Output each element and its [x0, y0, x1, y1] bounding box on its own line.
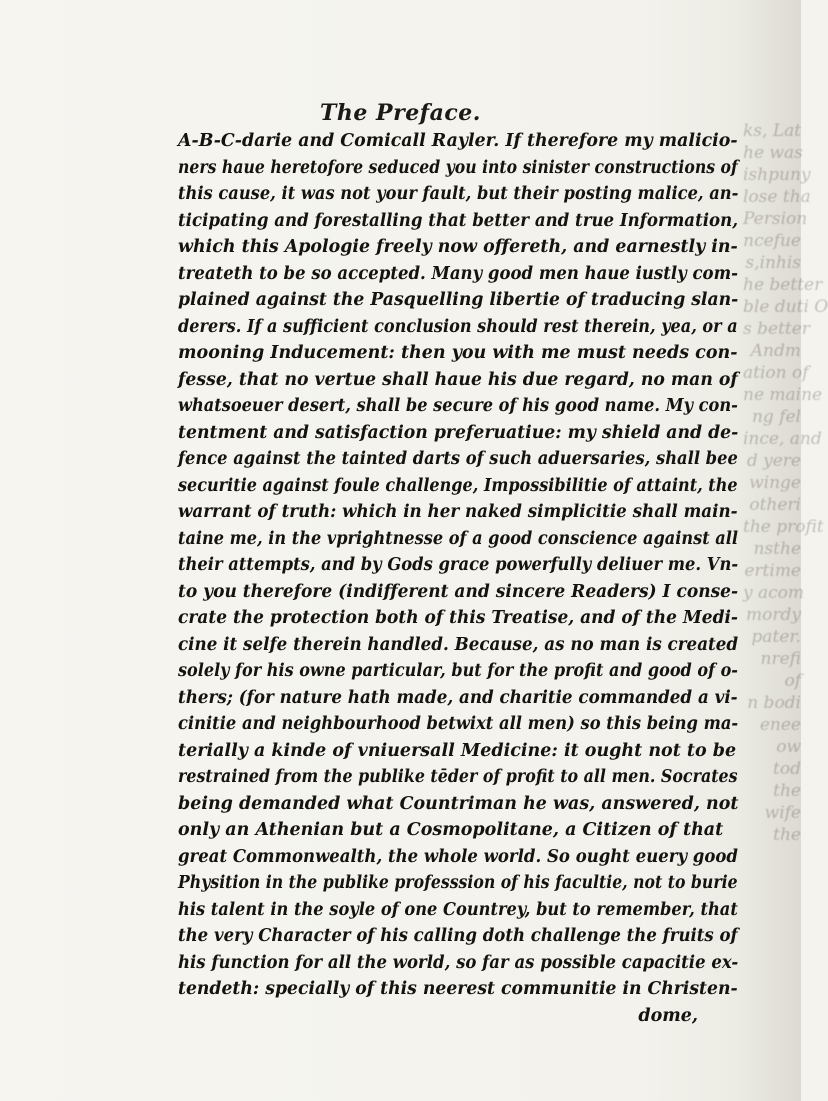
bleed-line: the profit	[743, 517, 824, 537]
bleed-line: he was	[743, 143, 803, 163]
text-line: restrained from the publike tēder of profit to all men. Socrates	[178, 767, 738, 787]
text-line: cinitie and neighbourhood betwixt all men) so this being ma-	[178, 714, 739, 734]
bleed-line: mordy	[746, 605, 801, 625]
text-line: securitie against foule challenge, Impossibilitie of attaint, the	[178, 475, 738, 496]
bleed-line: d yere	[746, 451, 801, 471]
text-line: terially a kinde of vniuersall Medicine: it ought not to be	[178, 740, 737, 761]
text-line: great Commonwealth, the whole world. So ought euery good	[178, 846, 738, 867]
text-line: treateth to be so accepted. Many good men haue iustly com-	[178, 263, 738, 284]
bleed-line: enee	[759, 715, 801, 735]
bleed-line: the	[773, 825, 801, 845]
bleed-line: s,inhis	[745, 253, 801, 273]
bleed-line: wife	[764, 803, 801, 823]
bleed-line: nsthe	[753, 539, 801, 559]
text-line: ners haue heretofore seduced you into sinister constructions of	[178, 157, 738, 178]
bleed-line: ne maine	[743, 385, 823, 405]
text-line: fesse, that no vertue shall haue his due regard, no man of	[178, 369, 738, 390]
bleed-line: Andm	[750, 341, 801, 361]
bleed-line: tod	[773, 759, 801, 779]
text-line: their attempts, and by Gods grace powerfully deliuer me. Vn-	[178, 555, 739, 575]
text-line: whatsoeuer desert, shall be secure of his good name. My con-	[178, 396, 738, 416]
text-line: tendeth: specially of this neerest communitie in Christen-	[178, 979, 738, 999]
text-line: crate the protection both of this Treatise, and of the Medi-	[178, 608, 738, 628]
text-line: tentment and satisfaction preferuatiue: my shield and de-	[178, 422, 739, 443]
bleed-line: ble duti O	[743, 297, 828, 317]
text-line: derers. If a sufficient conclusion should rest therein, yea, or a	[178, 316, 738, 337]
bleed-line: ks, Lat	[743, 121, 802, 141]
text-line: plained against the Pasquelling libertie of traducing slan-	[178, 290, 739, 310]
bleed-line: ncefue	[743, 231, 801, 251]
bleed-line: s better	[743, 319, 810, 339]
text-line: mooning Inducement: then you with me must needs con-	[178, 343, 738, 363]
bleed-line: he better	[743, 275, 823, 295]
bleed-line: of	[784, 671, 801, 691]
text-line: only an Athenian but a Cosmopolitane, a Citizen of that	[178, 820, 724, 840]
bleed-line: lose tha	[743, 187, 811, 207]
bleed-through-text	[743, 120, 828, 880]
bleed-line: Persion	[743, 209, 808, 229]
text-line: thers; (for nature hath made, and charitie commanded a vi-	[178, 687, 738, 708]
text-line: taine me, in the vprightnesse of a good conscience against all	[178, 528, 739, 549]
bleed-line: otheri	[749, 495, 801, 515]
bleed-line: y acom	[743, 583, 805, 603]
text-line: this cause, it was not your fault, but their posting malice, an-	[178, 184, 739, 204]
bleed-line: ng fel	[751, 407, 801, 427]
bleed-line: n bodi	[747, 693, 801, 713]
text-line: warrant of truth: which in her naked simplicitie shall main-	[178, 502, 738, 522]
text-line: the very Character of his calling doth challenge the fruits of	[178, 926, 738, 946]
text-line: dome,	[638, 1005, 698, 1026]
text-line: his function for all the world, so far as possible capacitie ex-	[178, 952, 739, 973]
bleed-line: nrefi	[760, 649, 801, 669]
text-line: cine it selfe therein handled. Because, as no man is created	[178, 634, 739, 655]
text-line: his talent in the soyle of one Countrey, but to remember, that	[178, 899, 738, 920]
text-line: being demanded what Countriman he was, answered, not	[178, 793, 739, 814]
bleed-line: ince, and	[743, 429, 822, 449]
bleed-line: ow	[776, 737, 801, 757]
text-line: solely for his owne particular, but for the profit and good of o-	[178, 661, 738, 681]
bleed-line: ation of	[743, 363, 809, 383]
text-line: ticipating and forestalling that better and true Information,	[178, 210, 738, 231]
text-line: A-B-C-darie and Comicall Rayler. If therefore my malicio-	[178, 131, 738, 151]
bleed-line: the	[773, 781, 801, 801]
bleed-line: ertime	[744, 561, 801, 581]
bleed-line: winge	[749, 473, 801, 493]
bleed-line: pater.	[751, 627, 801, 647]
body-text	[178, 128, 738, 1029]
running-header: The Preface.	[320, 100, 481, 126]
text-line: which this Apologie freely now offereth, and earnestly in-	[178, 237, 738, 257]
text-line: to you therefore (indifferent and sincere Readers) I conse-	[178, 581, 739, 602]
text-line: Physition in the publike professsion of his facultie, not to burie	[178, 873, 738, 893]
bleed-line: ishpuny	[743, 165, 811, 185]
text-line: fence against the tainted darts of such aduersaries, shall bee	[178, 449, 738, 469]
